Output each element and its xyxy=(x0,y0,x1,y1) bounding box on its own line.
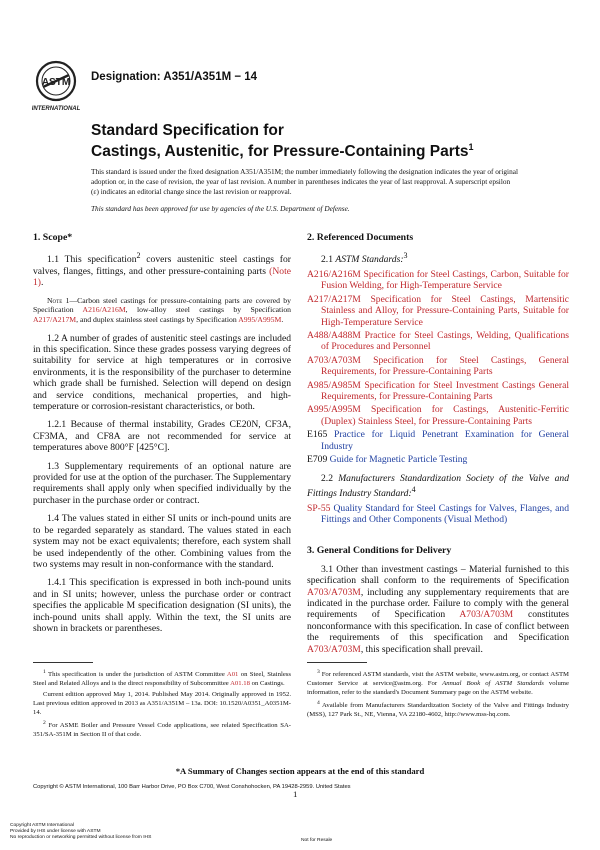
footnote-3-text-b: volume information, refer to the standard's Document Summary page on the ASTM website. xyxy=(307,680,569,697)
link-a703[interactable]: A703/A703M xyxy=(459,609,514,621)
scope-para-1-3: 1.3 Supplementary requirements of an optional nature are provided for use at the option of the purchaser. The Supplementary requirements shall apply only when specified individually by the purchaser in the purchase order or contract. xyxy=(33,460,291,506)
reference-item xyxy=(307,269,569,292)
footnote-3 xyxy=(307,668,569,697)
mss-code-link[interactable]: SP-55 xyxy=(307,502,331,514)
reference-item xyxy=(307,330,569,353)
reference-item xyxy=(307,355,569,378)
scope-1-1-end: . xyxy=(41,277,44,289)
note-1-label: Note 1 xyxy=(47,295,70,305)
delivery-text-a: 3.1 Other than investment castings – Material furnished to this specification shall conform to the requirements of Specification xyxy=(307,563,569,587)
delivery-text-d: , this specification shall prevail. xyxy=(360,643,483,655)
title-line-2-text: Castings, Austenitic, for Pressure-Containing Parts xyxy=(91,143,469,161)
designation: Designation: A351/A351M − 14 xyxy=(91,71,258,83)
reference-title-link[interactable]: Specification for Castings, Austenitic-Ferritic (Duplex) Stainless Steel, for Pressure-Containing Parts xyxy=(321,404,569,427)
delivery-text-b: , including any supplementary requirements that are indicated in the purchase order. Failure to comply with the general requirements of Specification xyxy=(307,586,569,621)
scope-heading: 1. Scope* xyxy=(33,232,73,243)
scope-para-1-4-1: 1.4.1 This specification is expressed in both inch-pound units and in SI units; however, unless the purchase order or contract specifies the applicable M specification designation (SI units), the inch-pound units shall apply. Within the text, the SI units are shown in brackets or parentheses. xyxy=(33,577,291,634)
reference-item xyxy=(307,380,569,403)
note-1-text-c: , and duplex stainless steel castings by Specification xyxy=(76,315,239,324)
license-line-3: No reproduction or networking permitted without license from IHS xyxy=(10,835,152,840)
dod-approval-note: This standard has been approved for use by agencies of the U.S. Department of Defense. xyxy=(91,204,350,213)
reference-item xyxy=(307,404,569,427)
footnotes-left xyxy=(33,668,291,741)
reference-title-link[interactable]: Practice for Steel Castings, Welding, Qualifications of Procedures and Personnel xyxy=(321,330,569,353)
reference-code-link[interactable]: A995/A995M xyxy=(307,404,361,416)
footnote-ref-4: 4 xyxy=(411,484,416,494)
title-footnote-ref: 1 xyxy=(468,142,474,152)
copyright-line: Copyright © ASTM International, 100 Barr Harbor Drive, PO Box C700, West Conshohocken, PA 19428-2959. United States xyxy=(33,784,351,790)
license-line-1: Copyright ASTM International xyxy=(10,823,74,828)
license-line-2: Provided by IHS under license with ASTM xyxy=(10,829,101,834)
astm-label-text: ASTM Standards: xyxy=(335,254,404,266)
page-number: 1 xyxy=(293,789,298,799)
footnote-4-text: Available from Manufacturers Standardization Society of the Valve and Fittings Industry (MSS), 127 Park St., NE, Vienna, VA 22180-4602, http://www.mss-hq.com. xyxy=(307,702,569,719)
footnote-divider xyxy=(307,662,367,663)
issued-note: This standard is issued under the fixed designation A351/A351M; the number immediately following the designation indicates the year of original adoption or, in the case of revision, the year of last revision. A number in parentheses indicates the year of last reapproval. A superscript epsilon (ε) indicates an editorial change since the last revision or reapproval. xyxy=(91,167,518,196)
footnote-1-text-c: on Castings. xyxy=(249,680,285,688)
mss-title-link[interactable]: Quality Standard for Steel Castings for Valves, Flanges, and Fittings and Other Components (Visual Method) xyxy=(321,502,569,525)
reference-code-link[interactable]: A216/A216M xyxy=(307,269,361,280)
link-a217[interactable]: A217/A217M xyxy=(33,315,77,324)
footnote-2 xyxy=(33,719,291,739)
astm-label-num: 2.1 xyxy=(321,254,336,266)
footnote-2-text: For ASME Boiler and Pressure Vessel Code applications, see related Specification SA-351/SA-351M in Section II of that code. xyxy=(33,722,291,739)
reference-code-link[interactable]: A703/A703M xyxy=(307,354,361,366)
reference-title-link[interactable]: Specification for Steel Investment Castings General Requirements, for Pressure-Containing Parts xyxy=(321,379,569,403)
footnote-ref-3: 3 xyxy=(403,251,408,261)
reference-title-link[interactable]: Specification for Steel Castings, General Requirements, for Pressure-Containing Parts xyxy=(321,354,569,378)
footnote-1-marker: 1 xyxy=(43,669,46,675)
not-for-resale: Not for Resale xyxy=(301,838,333,843)
reference-code: E165 xyxy=(307,429,328,441)
reference-item xyxy=(307,429,569,452)
reference-title-link[interactable]: Guide for Magnetic Particle Testing xyxy=(327,454,468,466)
footnote-3-text-a: For referenced ASTM standards, visit the ASTM website, www.astm.org, or contact ASTM Customer Service at service@astm.org. For xyxy=(307,671,569,688)
mss-standard-label xyxy=(307,473,569,500)
mss-label-text: Manufacturers Standardization Society of the Valve and Fittings Industry Standard: xyxy=(307,472,569,500)
scope-para-1-2-1: 1.2.1 Because of thermal instability, Grades CE20N, CF3A, CF3MA, and CF8A are not recommended for service at temperatures above 800°F [425°C]. xyxy=(33,419,291,454)
link-a01[interactable]: A01 xyxy=(226,671,239,679)
note-1-text-b: , low-alloy steel castings by Specification xyxy=(125,305,292,315)
footnote-ref-2: 2 xyxy=(136,251,141,261)
references-heading: 2. Referenced Documents xyxy=(307,232,414,243)
logo-text: ASTM xyxy=(41,77,71,88)
footnote-1-edition: Current edition approved May 1, 2014. Published May 2014. Originally approved in 1952. Last previous edition approved in 2013 as A351/A351M – 13a. DOI: 10.1520/A0351_A0351M-14. xyxy=(33,691,291,717)
link-a703[interactable]: A703/A703M xyxy=(307,643,361,655)
logo-subtext: INTERNATIONAL xyxy=(32,106,81,112)
footnotes-right xyxy=(307,668,569,721)
delivery-heading: 3. General Conditions for Delivery xyxy=(307,545,452,557)
scope-para-1-4: 1.4 The values stated in either SI units or inch-pound units are to be regarded separately as standard. The values stated in each system may not be exact equivalents; therefore, each system shall be used independently of the other. Combining values from the two systems may result in non-conformance with the standard. xyxy=(33,513,291,570)
summary-of-changes-note: *A Summary of Changes section appears at the end of this standard xyxy=(175,766,425,776)
left-column xyxy=(33,232,291,641)
footnote-4-marker: 4 xyxy=(317,700,320,707)
reference-item xyxy=(307,294,569,328)
footnote-3-marker: 3 xyxy=(317,669,320,675)
link-a01-18[interactable]: A01.18 xyxy=(230,680,250,688)
reference-list xyxy=(307,269,569,466)
title-line-2 xyxy=(91,139,474,160)
reference-title-link[interactable]: Practice for Liquid Penetrant Examination for General Industry xyxy=(321,429,569,452)
link-a995[interactable]: A995/A995M xyxy=(238,315,282,324)
note-1-text-d: . xyxy=(281,315,284,324)
reference-item xyxy=(307,454,569,465)
reference-code-link[interactable]: A488/A488M xyxy=(307,330,361,342)
note-1-link[interactable]: (Note 1) xyxy=(33,266,291,289)
footnote-2-marker: 2 xyxy=(43,720,46,727)
reference-code: E709 xyxy=(307,454,328,466)
license-block xyxy=(10,823,151,841)
link-a216[interactable]: A216/A216M xyxy=(82,305,126,315)
footnote-divider xyxy=(33,662,93,663)
scope-1-1-cont: covers austenitic steel castings for valves, flanges, fittings, and other pressure-containing parts xyxy=(33,254,291,277)
scope-para-1-1 xyxy=(33,250,291,288)
footnote-1-text-b: on Steel, Stainless Steel and Related Alloys and is the direct responsibility of Subcommittee xyxy=(33,671,292,688)
footnote-4 xyxy=(307,699,569,719)
reference-code-link[interactable]: A985/A985M xyxy=(307,379,361,391)
footnote-3-italic: Annual Book of ASTM Standards xyxy=(442,680,544,688)
reference-code-link[interactable]: A217/A217M xyxy=(307,293,361,305)
title-line-1: Standard Specification for xyxy=(91,122,284,139)
footnote-1-text-a: This specification is under the jurisdiction of ASTM Committee xyxy=(45,671,227,679)
note-1-text-a: —Carbon steel castings for pressure-containing parts are covered by Specification xyxy=(33,295,291,315)
right-column xyxy=(307,232,569,662)
mss-reference-item xyxy=(307,503,569,526)
reference-title-link[interactable]: Specification for Steel Castings, Martensitic Stainless and Alloy, for Pressure-Containing Parts, Suitable for High-Temperature Service xyxy=(321,293,569,328)
link-a703[interactable]: A703/A703M xyxy=(307,586,361,598)
footnote-1 xyxy=(33,668,291,688)
note-1 xyxy=(33,296,291,325)
scope-para-1-2: 1.2 A number of grades of austenitic steel castings are included in this specification. Since these grades possess varying degrees of suitability for service at high temperatures or in corrosive environments, it is the responsibility of the purchaser to determine which grade shall be furnished. Selection will depend on design and service conditions, mechanical properties, and high-temperature or corrosion-resistant characteristics, or both. xyxy=(33,332,291,413)
delivery-para-3-1 xyxy=(307,564,569,655)
scope-1-1-text: 1.1 This specification xyxy=(47,254,137,266)
astm-standards-label xyxy=(307,250,569,266)
astm-logo-icon xyxy=(32,60,84,114)
mss-label-num: 2.2 xyxy=(321,472,339,484)
reference-title-link[interactable]: Specification for Steel Castings, Carbon, Suitable for Fusion Welding, for High-Temperature Service xyxy=(321,269,569,292)
page-title xyxy=(91,122,474,160)
astm-logo xyxy=(32,60,84,114)
delivery-text-c: constitutes nonconformance with this specification. In case of conflict between the requirements of this specification and Specification xyxy=(307,609,569,644)
